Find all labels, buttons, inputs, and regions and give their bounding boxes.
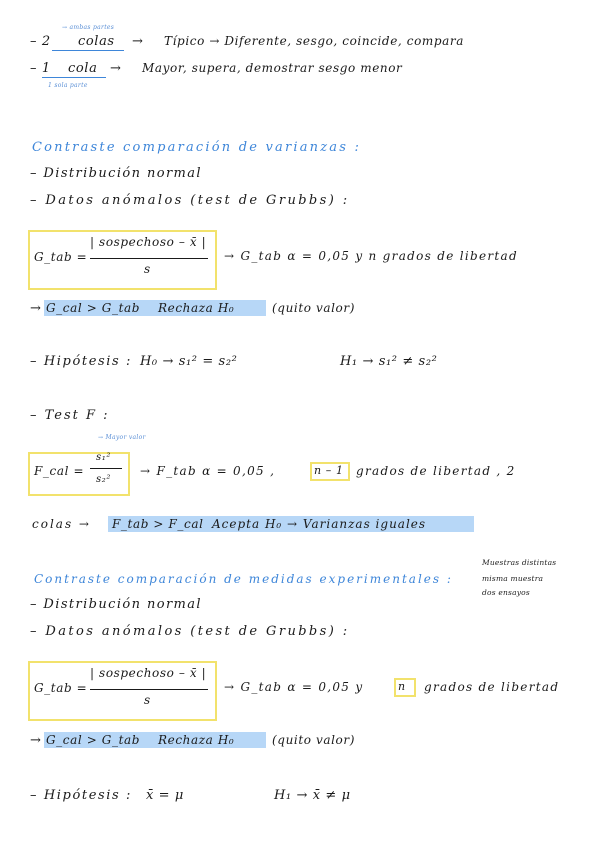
row2-underline	[42, 77, 106, 78]
sec2-reject-word: Rechaza H₀	[158, 733, 235, 747]
sec2-side-note-2: misma muestra	[482, 574, 544, 583]
row1-arrow: →	[132, 34, 144, 49]
sec1-denominator: s	[144, 262, 151, 276]
sec1-reject-cond: G_cal > G_tab	[46, 301, 141, 315]
sec1-title: Contraste comparación de varianzas :	[32, 140, 362, 155]
sec1-formula-right: → G_tab α = 0,05 y n grados de libertad	[224, 249, 518, 263]
sec1-f-right-b: n – 1	[314, 464, 344, 477]
row1-result: Típico → Diferente, sesgo, coincide, compara	[164, 34, 464, 48]
row2-prefix: – 1	[30, 61, 51, 76]
sec1-f-den: s₂²	[96, 474, 111, 485]
sec2-formula-right-c: grados de libertad	[424, 680, 560, 694]
sec2-formula-right-a: → G_tab α = 0,05 y	[224, 680, 364, 694]
sec1-f-num: s₁²	[96, 452, 111, 463]
note-ambas-partes: → ambas partes	[62, 24, 115, 31]
row2-label: cola	[68, 61, 98, 76]
sec1-colas-cond: F_tab > F_cal	[112, 517, 204, 531]
row2-arrow: →	[110, 61, 122, 76]
sec2-side-note-1: Muestras distintas	[482, 558, 557, 567]
sec2-reject-note: (quito valor)	[272, 733, 356, 747]
sec1-h0: H₀ → s₁² = s₂²	[140, 354, 238, 369]
sec2-title: Contraste comparación de medidas experimentales :	[34, 572, 453, 586]
note-una-parte: 1 sola parte	[48, 82, 88, 89]
sec1-numerator: | sospechoso – x̄ |	[90, 235, 207, 249]
sec2-h1: H₁ → x̄ ≠ μ	[274, 788, 351, 803]
sec2-side-note-3: dos ensayos	[482, 588, 530, 597]
sec1-formula-left: G_tab =	[34, 250, 88, 264]
sec2-reject-arrow: →	[30, 733, 42, 748]
sec2-numerator: | sospechoso – x̄ |	[90, 666, 207, 680]
sec1-f-fraction-bar	[90, 468, 122, 469]
sec2-h0: x̄ = μ	[146, 788, 184, 803]
sec1-f-note: → Mayor valor	[98, 434, 146, 441]
sec2-outliers: – Datos anómalos (test de Grubbs) :	[30, 624, 350, 639]
sec2-denominator: s	[144, 693, 151, 707]
sec2-distribution: – Distribución normal	[30, 597, 202, 612]
sec2-formula-right-b: n	[398, 680, 406, 693]
sec1-hypothesis-label: – Hipótesis :	[30, 354, 133, 369]
row2-result: Mayor, supera, demostrar sesgo menor	[142, 61, 403, 75]
sec1-colas-result: Acepta H₀ → Varianzas iguales	[212, 517, 427, 531]
sec1-reject-note: (quito valor)	[272, 301, 356, 315]
sec1-reject-arrow: →	[30, 301, 42, 316]
row1-underline	[52, 50, 124, 51]
sec1-colas-label: colas →	[32, 517, 91, 531]
sec1-f-right-a: → F_tab α = 0,05 ,	[140, 464, 276, 478]
sec2-formula-left: G_tab =	[34, 681, 88, 695]
sec1-distribution: – Distribución normal	[30, 166, 202, 181]
sec2-reject-cond: G_cal > G_tab	[46, 733, 141, 747]
sec1-f-left: F_cal =	[34, 464, 85, 478]
sec1-reject-word: Rechaza H₀	[158, 301, 235, 315]
sec1-ftest: – Test F :	[30, 408, 110, 423]
row1-label: colas	[78, 34, 115, 49]
sec1-fraction-bar	[90, 258, 208, 259]
row1-prefix: – 2	[30, 34, 51, 49]
sec1-outliers: – Datos anómalos (test de Grubbs) :	[30, 193, 350, 208]
sec2-fraction-bar	[90, 689, 208, 690]
sec2-hypothesis-label: – Hipótesis :	[30, 788, 133, 803]
sec1-h1: H₁ → s₁² ≠ s₂²	[340, 354, 438, 369]
sec1-f-right-c: grados de libertad , 2	[356, 464, 516, 478]
